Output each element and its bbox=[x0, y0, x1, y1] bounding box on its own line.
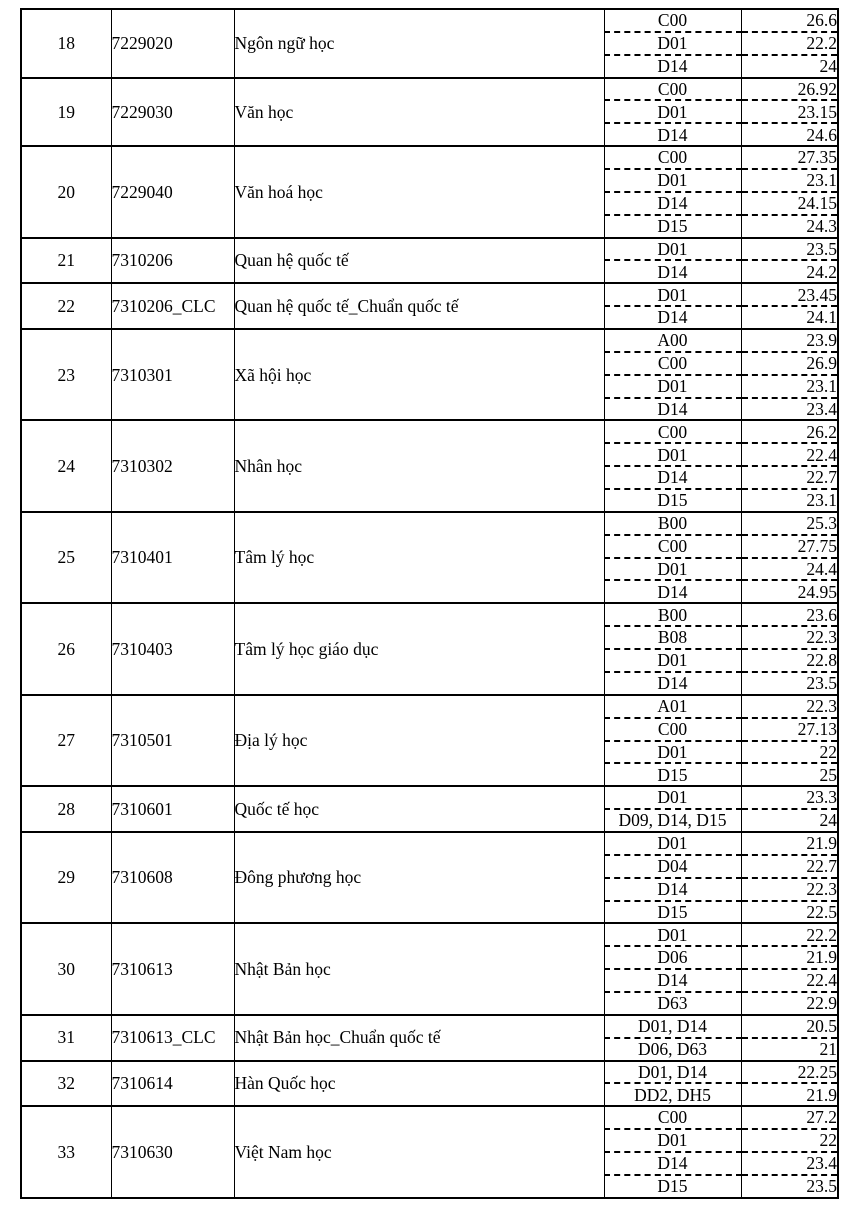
program-row-24 bbox=[21, 420, 838, 443]
program-row-25 bbox=[21, 512, 838, 535]
combo-cell: D01, D14 bbox=[604, 1015, 741, 1038]
score-cell: 22.9 bbox=[741, 992, 838, 1015]
combo-cell: A00 bbox=[604, 329, 741, 352]
score-cell: 23.5 bbox=[741, 672, 838, 695]
combo-cell: B00 bbox=[604, 603, 741, 626]
score-cell: 23.9 bbox=[741, 329, 838, 352]
combo-cell: D14 bbox=[604, 260, 741, 283]
stt-cell: 26 bbox=[21, 603, 111, 694]
stt-cell: 31 bbox=[21, 1015, 111, 1061]
combo-cell: D15 bbox=[604, 489, 741, 512]
program-code-cell: 7310613 bbox=[111, 923, 234, 1014]
program-row-33 bbox=[21, 1106, 838, 1129]
score-cell: 27.2 bbox=[741, 1106, 838, 1129]
stt-cell: 28 bbox=[21, 786, 111, 832]
program-name-cell: Văn hoá học bbox=[234, 146, 604, 237]
score-cell: 26.9 bbox=[741, 352, 838, 375]
score-cell: 23.1 bbox=[741, 375, 838, 398]
combo-cell: D15 bbox=[604, 1175, 741, 1198]
program-row-30 bbox=[21, 923, 838, 946]
combo-cell: C00 bbox=[604, 9, 741, 32]
combo-cell: D14 bbox=[604, 192, 741, 215]
program-code-cell: 7310301 bbox=[111, 329, 234, 420]
score-cell: 27.35 bbox=[741, 146, 838, 169]
program-code-cell: 7310608 bbox=[111, 832, 234, 923]
program-row-23 bbox=[21, 329, 838, 352]
program-code-cell: 7229030 bbox=[111, 78, 234, 147]
program-name-cell: Việt Nam học bbox=[234, 1106, 604, 1197]
stt-cell: 20 bbox=[21, 146, 111, 237]
stt-cell: 19 bbox=[21, 78, 111, 147]
score-cell: 24.15 bbox=[741, 192, 838, 215]
combo-cell: D01 bbox=[604, 786, 741, 809]
program-name-cell: Quốc tế học bbox=[234, 786, 604, 832]
admission-scores-table bbox=[20, 8, 839, 1199]
score-cell: 24 bbox=[741, 55, 838, 78]
score-cell: 23.1 bbox=[741, 489, 838, 512]
program-name-cell: Tâm lý học giáo dục bbox=[234, 603, 604, 694]
score-cell: 22.25 bbox=[741, 1061, 838, 1084]
combo-cell: B08 bbox=[604, 626, 741, 649]
stt-cell: 32 bbox=[21, 1061, 111, 1107]
combo-cell: C00 bbox=[604, 1106, 741, 1129]
combo-cell: D14 bbox=[604, 306, 741, 329]
program-row-18 bbox=[21, 9, 838, 32]
program-code-cell: 7310601 bbox=[111, 786, 234, 832]
program-code-cell: 7310630 bbox=[111, 1106, 234, 1197]
score-cell: 22.3 bbox=[741, 878, 838, 901]
program-row-28 bbox=[21, 786, 838, 809]
score-cell: 21.9 bbox=[741, 832, 838, 855]
combo-cell: D63 bbox=[604, 992, 741, 1015]
score-cell: 23.3 bbox=[741, 786, 838, 809]
score-cell: 25.3 bbox=[741, 512, 838, 535]
combo-cell: D14 bbox=[604, 878, 741, 901]
program-code-cell: 7310501 bbox=[111, 695, 234, 786]
combo-cell: D01 bbox=[604, 832, 741, 855]
score-cell: 22.4 bbox=[741, 443, 838, 466]
combo-cell: D01 bbox=[604, 741, 741, 764]
program-code-cell: 7310403 bbox=[111, 603, 234, 694]
combo-cell: D01 bbox=[604, 238, 741, 261]
program-name-cell: Nhân học bbox=[234, 420, 604, 511]
program-code-cell: 7310614 bbox=[111, 1061, 234, 1107]
combo-cell: D14 bbox=[604, 123, 741, 146]
combo-cell: D04 bbox=[604, 855, 741, 878]
program-name-cell: Địa lý học bbox=[234, 695, 604, 786]
score-cell: 23.4 bbox=[741, 398, 838, 421]
score-cell: 22.5 bbox=[741, 901, 838, 924]
score-cell: 20.5 bbox=[741, 1015, 838, 1038]
program-row-29 bbox=[21, 832, 838, 855]
score-cell: 22.2 bbox=[741, 923, 838, 946]
combo-cell: D15 bbox=[604, 901, 741, 924]
combo-cell: D01 bbox=[604, 923, 741, 946]
score-cell: 26.92 bbox=[741, 78, 838, 101]
score-cell: 23.5 bbox=[741, 1175, 838, 1198]
score-cell: 26.2 bbox=[741, 420, 838, 443]
combo-cell: D14 bbox=[604, 466, 741, 489]
score-cell: 22 bbox=[741, 1129, 838, 1152]
stt-cell: 33 bbox=[21, 1106, 111, 1197]
program-code-cell: 7229040 bbox=[111, 146, 234, 237]
score-cell: 24.2 bbox=[741, 260, 838, 283]
program-row-20 bbox=[21, 146, 838, 169]
score-cell: 27.13 bbox=[741, 718, 838, 741]
score-cell: 24.3 bbox=[741, 215, 838, 238]
program-name-cell: Nhật Bản học bbox=[234, 923, 604, 1014]
score-cell: 22.2 bbox=[741, 32, 838, 55]
combo-cell: C00 bbox=[604, 718, 741, 741]
stt-cell: 24 bbox=[21, 420, 111, 511]
score-cell: 22.7 bbox=[741, 855, 838, 878]
program-row-32 bbox=[21, 1061, 838, 1084]
program-name-cell: Văn học bbox=[234, 78, 604, 147]
combo-cell: D14 bbox=[604, 969, 741, 992]
stt-cell: 18 bbox=[21, 9, 111, 78]
score-cell: 24 bbox=[741, 809, 838, 832]
score-cell: 22.3 bbox=[741, 626, 838, 649]
score-cell: 22.8 bbox=[741, 649, 838, 672]
score-cell: 27.75 bbox=[741, 535, 838, 558]
stt-cell: 23 bbox=[21, 329, 111, 420]
program-row-22 bbox=[21, 283, 838, 306]
score-cell: 21.9 bbox=[741, 946, 838, 969]
stt-cell: 21 bbox=[21, 238, 111, 284]
score-cell: 24.4 bbox=[741, 558, 838, 581]
program-code-cell: 7310613_CLC bbox=[111, 1015, 234, 1061]
program-name-cell: Tâm lý học bbox=[234, 512, 604, 603]
combo-cell: D01 bbox=[604, 375, 741, 398]
combo-cell: D09, D14, D15 bbox=[604, 809, 741, 832]
score-cell: 21 bbox=[741, 1038, 838, 1061]
score-cell: 24.1 bbox=[741, 306, 838, 329]
score-cell: 23.15 bbox=[741, 100, 838, 123]
combo-cell: DD2, DH5 bbox=[604, 1083, 741, 1106]
program-row-26 bbox=[21, 603, 838, 626]
combo-cell: C00 bbox=[604, 352, 741, 375]
stt-cell: 29 bbox=[21, 832, 111, 923]
score-cell: 23.45 bbox=[741, 283, 838, 306]
score-cell: 23.1 bbox=[741, 169, 838, 192]
program-name-cell: Nhật Bản học_Chuẩn quốc tế bbox=[234, 1015, 604, 1061]
score-cell: 22.7 bbox=[741, 466, 838, 489]
stt-cell: 27 bbox=[21, 695, 111, 786]
score-cell: 26.6 bbox=[741, 9, 838, 32]
program-name-cell: Ngôn ngữ học bbox=[234, 9, 604, 78]
stt-cell: 30 bbox=[21, 923, 111, 1014]
combo-cell: C00 bbox=[604, 420, 741, 443]
program-name-cell: Quan hệ quốc tế bbox=[234, 238, 604, 284]
score-cell: 24.6 bbox=[741, 123, 838, 146]
program-row-21 bbox=[21, 238, 838, 261]
stt-cell: 25 bbox=[21, 512, 111, 603]
combo-cell: D06 bbox=[604, 946, 741, 969]
combo-cell: D01 bbox=[604, 32, 741, 55]
combo-cell: D14 bbox=[604, 1152, 741, 1175]
combo-cell: D14 bbox=[604, 55, 741, 78]
combo-cell: D01 bbox=[604, 100, 741, 123]
program-row-19 bbox=[21, 78, 838, 101]
combo-cell: D01 bbox=[604, 1129, 741, 1152]
combo-cell: D01 bbox=[604, 283, 741, 306]
combo-cell: D06, D63 bbox=[604, 1038, 741, 1061]
program-row-27 bbox=[21, 695, 838, 718]
program-code-cell: 7229020 bbox=[111, 9, 234, 78]
score-cell: 22 bbox=[741, 741, 838, 764]
stt-cell: 22 bbox=[21, 283, 111, 329]
combo-cell: C00 bbox=[604, 146, 741, 169]
program-code-cell: 7310401 bbox=[111, 512, 234, 603]
combo-cell: C00 bbox=[604, 78, 741, 101]
combo-cell: D14 bbox=[604, 398, 741, 421]
program-code-cell: 7310206 bbox=[111, 238, 234, 284]
combo-cell: D01 bbox=[604, 169, 741, 192]
program-code-cell: 7310302 bbox=[111, 420, 234, 511]
score-cell: 22.4 bbox=[741, 969, 838, 992]
program-row-31 bbox=[21, 1015, 838, 1038]
combo-cell: D01 bbox=[604, 558, 741, 581]
score-cell: 24.95 bbox=[741, 580, 838, 603]
score-cell: 23.5 bbox=[741, 238, 838, 261]
score-cell: 23.4 bbox=[741, 1152, 838, 1175]
program-code-cell: 7310206_CLC bbox=[111, 283, 234, 329]
combo-cell: D01, D14 bbox=[604, 1061, 741, 1084]
program-name-cell: Hàn Quốc học bbox=[234, 1061, 604, 1107]
score-cell: 21.9 bbox=[741, 1083, 838, 1106]
score-cell: 23.6 bbox=[741, 603, 838, 626]
score-cell: 22.3 bbox=[741, 695, 838, 718]
score-cell: 25 bbox=[741, 763, 838, 786]
combo-cell: D15 bbox=[604, 763, 741, 786]
combo-cell: D14 bbox=[604, 580, 741, 603]
combo-cell: D14 bbox=[604, 672, 741, 695]
combo-cell: C00 bbox=[604, 535, 741, 558]
combo-cell: A01 bbox=[604, 695, 741, 718]
combo-cell: B00 bbox=[604, 512, 741, 535]
program-name-cell: Xã hội học bbox=[234, 329, 604, 420]
combo-cell: D01 bbox=[604, 443, 741, 466]
program-name-cell: Đông phương học bbox=[234, 832, 604, 923]
combo-cell: D15 bbox=[604, 215, 741, 238]
program-name-cell: Quan hệ quốc tế_Chuẩn quốc tế bbox=[234, 283, 604, 329]
combo-cell: D01 bbox=[604, 649, 741, 672]
